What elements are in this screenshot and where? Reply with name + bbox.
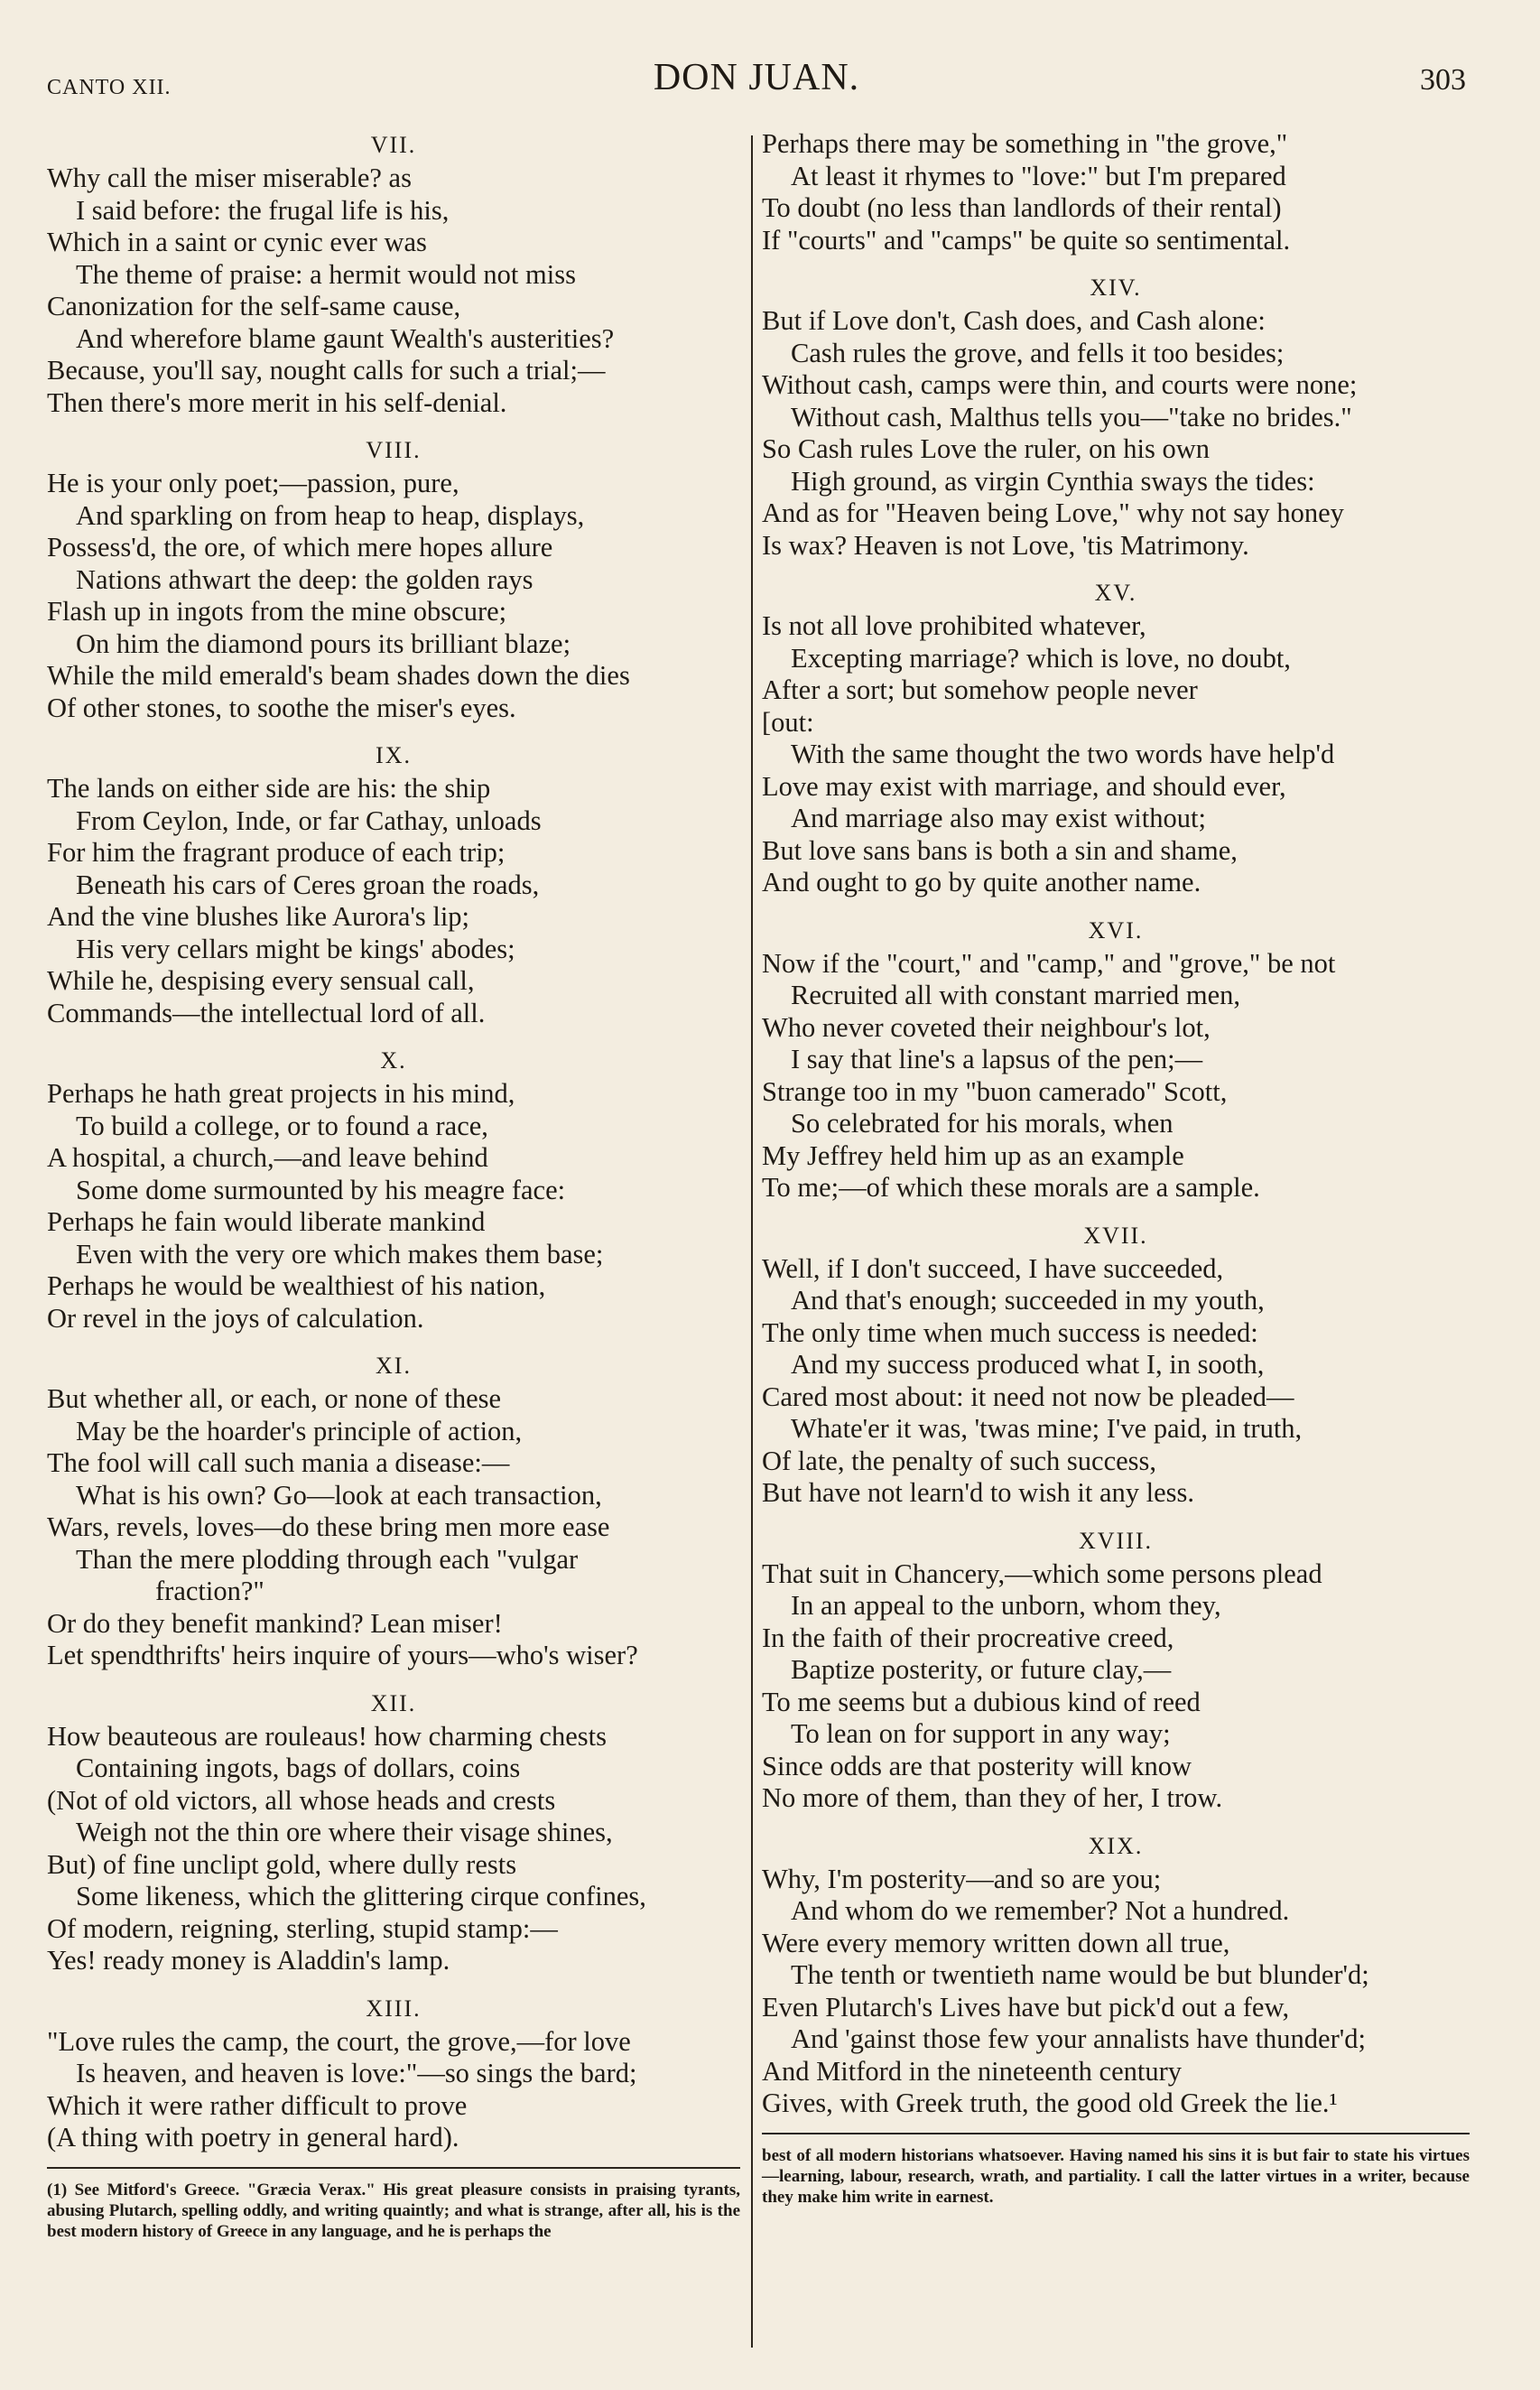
verse-line: Why, I'm posterity—and so are you; (762, 1863, 1162, 1894)
verse-line: Which in a saint or cynic ever was (47, 227, 427, 257)
verse-line: Cash rules the grove, and fells it too besides; (791, 337, 1285, 368)
verse-line: High ground, as virgin Cynthia sways the tides: (791, 465, 1315, 497)
verse-line: How beauteous are rouleaus! how charming chests (47, 1720, 607, 1752)
stanza-number: XII. (370, 1689, 417, 1716)
verse-line: I say that line's a lapsus of the pen;— (791, 1044, 1203, 1074)
canto-label: CANTO XII. (47, 76, 172, 99)
stanza-number: XV. (1094, 580, 1137, 606)
verse-line: But if Love don't, Cash does, and Cash alone: (762, 305, 1266, 336)
book-title: DON JUAN. (653, 57, 860, 98)
running-header (47, 56, 1466, 101)
verse-line: To lean on for support in any way; (791, 1718, 1171, 1749)
verse-line: The lands on either side are his: the ship (47, 773, 491, 804)
stanza-gap (47, 1672, 740, 1687)
verse-line: Wars, revels, loves—do these bring men more ease (47, 1511, 610, 1542)
verse-line: Baptize posterity, or future clay,— (791, 1654, 1172, 1685)
verse-line: Is not all love prohibited whatever, (762, 610, 1146, 641)
stanza-gap (47, 1334, 740, 1349)
stanza-number: XI. (376, 1353, 412, 1379)
verse-line: Commands—the intellectual lord of all. (47, 997, 486, 1028)
verse-line: To me seems but a dubious kind of reed (762, 1686, 1201, 1717)
verse-line: To build a college, or to found a race, (76, 1110, 488, 1141)
stanza-gap (762, 1815, 1470, 1829)
verse-line: May be the hoarder's principle of action, (76, 1415, 523, 1446)
verse-line: And marriage also may exist without; (791, 803, 1206, 833)
verse-line: For him the fragrant produce of each trip; (47, 837, 506, 868)
verse-line: Now if the "court," and "camp," and "grove," be not (762, 947, 1336, 979)
verse-line: Even Plutarch's Lives have but pick'd out a few, (762, 1991, 1290, 2023)
left-column (47, 128, 740, 2242)
footnote-rule (47, 2167, 740, 2169)
footnote-text: best of all modern historians whatsoever. Having named his sins it is but fair to state his virtues—learning, labour, research, wrath, and partiality. I call the latter virtues in a writer, because they make him write in earnest. (762, 2145, 1470, 2207)
verse-line: Beneath his cars of Ceres groan the roads, (76, 869, 540, 900)
verse-line: Excepting marriage? which is love, no doubt, (791, 642, 1291, 674)
verse-line: Even with the very ore which makes them base; (76, 1238, 604, 1269)
verse-line: From Ceylon, Inde, or far Cathay, unloads (76, 804, 542, 836)
verse-line: Well, if I don't succeed, I have succeeded, (762, 1252, 1224, 1284)
verse-line: The tenth or twentieth name would be but blunder'd; (791, 1959, 1369, 1990)
verse-line: Some dome surmounted by his meagre face: (76, 1174, 566, 1205)
verse-line: Because, you'll say, nought calls for such a trial;— (47, 355, 606, 386)
footnote-rule (762, 2133, 1470, 2134)
verse-line: Of other stones, to soothe the miser's eyes. (47, 692, 516, 723)
stanza-number: XVI. (1088, 916, 1144, 944)
stanza-number: VIII. (366, 437, 422, 463)
verse-line: So celebrated for his morals, when (791, 1108, 1174, 1139)
verse-line: The theme of praise: a hermit would not miss (76, 258, 576, 290)
stanza-number: X. (380, 1047, 407, 1074)
verse-line: Perhaps he fain would liberate mankind (47, 1206, 486, 1237)
verse-line: Of late, the penalty of such success, (762, 1445, 1157, 1476)
verse-line: Love may exist with marriage, and should ever, (762, 770, 1286, 802)
verse-line: Weigh not the thin ore where their visage shines, (76, 1817, 613, 1847)
footnote-text: (1) See Mitford's Greece. "Græcia Verax." His great pleasure consists in praising tyrants, abusing Plutarch, spelling oddly, and writing quaintly; and what is strange, after all, his is the best modern history of Greece in any language, and he is perhaps the (47, 2180, 740, 2241)
verse-line: So Cash rules Love the ruler, on his own (762, 433, 1211, 464)
stanza-gap (47, 1977, 740, 1992)
verse-line: Recruited all with constant married men, (791, 980, 1241, 1010)
verse-line: Canonization for the self-same cause, (47, 291, 461, 321)
verse-line: Cared most about: it need not now be pleaded— (762, 1381, 1294, 1412)
stanza-number: XVIII. (1078, 1527, 1154, 1554)
verse-line: The only time when much success is needed: (762, 1316, 1258, 1348)
verse-line: And as for "Heaven being Love," why not say honey (762, 498, 1344, 528)
verse-line: He is your only poet;—passion, pure, (47, 468, 459, 498)
verse-line: The fool will call such mania a disease:— (47, 1447, 510, 1478)
verse-line: But love sans bans is both a sin and shame, (762, 834, 1238, 866)
verse-line: Were every memory written down all true, (762, 1927, 1230, 1958)
verse-line: And ought to go by quite another name. (762, 867, 1201, 897)
verse-line: Why call the miser miserable? as (47, 163, 412, 193)
verse-line: But) of fine unclipt gold, where dully rests (47, 1848, 517, 1880)
verse-line: My Jeffrey held him up as an example (762, 1139, 1184, 1171)
verse-line: But whether all, or each, or none of these (47, 1383, 502, 1414)
verse-line: At least it rhymes to "love:" but I'm prepared (791, 160, 1286, 191)
verse-line: Is wax? Heaven is not Love, 'tis Matrimony. (762, 529, 1249, 561)
stanza-gap (47, 724, 740, 739)
verse-line: Or revel in the joys of calculation. (47, 1302, 424, 1334)
verse-line: Perhaps he hath great projects in his mind, (47, 1078, 515, 1109)
verse-line: And my success produced what I, in sooth, (791, 1349, 1265, 1380)
verse-line: To doubt (no less than landlords of their rental) (762, 192, 1282, 223)
stanza-gap (47, 419, 740, 433)
verse-line: Which it were rather difficult to prove (47, 2089, 468, 2121)
verse-line: I said before: the frugal life is his, (76, 194, 450, 226)
verse-line: Strange too in my "buon camerado" Scott, (762, 1075, 1228, 1107)
verse-line: And wherefore blame gaunt Wealth's austerities? (76, 322, 615, 354)
verse-line: And whom do we remember? Not a hundred. (791, 1895, 1290, 1926)
verse-line: No more of them, than they of her, I trow. (762, 1782, 1223, 1813)
verse-line: Let spendthrifts' heirs inquire of yours—who's wiser? (47, 1640, 638, 1670)
verse-line: fraction?" (155, 1576, 264, 1606)
verse-line: Perhaps he would be wealthiest of his nation, (47, 1270, 546, 1301)
verse-line: A hospital, a church,—and leave behind (47, 1142, 488, 1173)
verse-line: Or do they benefit mankind? Lean miser! (47, 1607, 503, 1639)
verse-line: And the vine blushes like Aurora's lip; (47, 901, 470, 932)
stanza-gap (762, 899, 1470, 914)
verse-line: (Not of old victors, all whose heads and crests (47, 1784, 556, 1816)
verse-line: After a sort; but somehow people never (762, 674, 1198, 705)
verse-line: What is his own? Go—look at each transaction, (76, 1479, 602, 1511)
verse-line: In an appeal to the unborn, whom they, (791, 1590, 1221, 1621)
verse-line: Flash up in ingots from the mine obscure; (47, 596, 507, 627)
verse-line: If "courts" and "camps" be quite so sentimental. (762, 224, 1291, 256)
verse-line: On him the diamond pours its brilliant blaze; (76, 628, 571, 659)
stanza-number: XIV. (1090, 274, 1142, 301)
verse-line: [out: (762, 706, 814, 738)
verse-line: Is heaven, and heaven is love:"—so sings the bard; (76, 2058, 637, 2088)
stanza-number: IX. (376, 742, 412, 768)
verse-line: Who never coveted their neighbour's lot, (762, 1011, 1211, 1043)
stanza-number: VII. (370, 132, 417, 158)
stanza-number: XIX. (1088, 1832, 1144, 1859)
verse-line: His very cellars might be kings' abodes; (76, 933, 515, 964)
verse-line: That suit in Chancery,—which some persons plead (762, 1558, 1322, 1589)
verse-line: And Mitford in the nineteenth century (762, 2055, 1183, 2087)
verse-line: Without cash, camps were thin, and courts were none; (762, 369, 1358, 400)
verse-line: While the mild emerald's beam shades down the dies (47, 660, 630, 691)
stanza-gap (762, 256, 1470, 271)
verse-line: Yes! ready money is Aladdin's lamp. (47, 1945, 450, 1976)
stanza-number: XVII. (1083, 1222, 1148, 1249)
right-column (762, 128, 1470, 2208)
column-divider (751, 135, 753, 2348)
verse-line: Some likeness, which the glittering cirque confines, (76, 1881, 646, 1911)
verse-line: While he, despising every sensual call, (47, 965, 475, 996)
verse-line: In the faith of their procreative creed, (762, 1622, 1174, 1653)
page-number: 303 (1420, 63, 1466, 97)
verse-line: Of modern, reigning, sterling, stupid stamp:— (47, 1912, 558, 1944)
stanza-gap (762, 1510, 1470, 1524)
verse-line: Gives, with Greek truth, the good old Greek the lie.¹ (762, 2088, 1338, 2118)
verse-line: And 'gainst those few your annalists have thunder'd; (791, 2023, 1366, 2054)
verse-line: Then there's more merit in his self-denial. (47, 386, 507, 418)
verse-line: Whate'er it was, 'twas mine; I've paid, in truth, (791, 1413, 1303, 1444)
verse-line: Containing ingots, bags of dollars, coins (76, 1753, 521, 1783)
verse-line: And that's enough; succeeded in my youth, (791, 1285, 1265, 1316)
stanza-gap (762, 562, 1470, 576)
stanza-gap (47, 1029, 740, 1044)
verse-line: (A thing with poetry in general hard). (47, 2122, 459, 2153)
verse-line: And sparkling on from heap to heap, displays, (76, 499, 585, 531)
verse-line: "Love rules the camp, the court, the grove,—for love (47, 2025, 631, 2057)
stanza-number: XIII. (366, 1995, 422, 2022)
verse-line: Since odds are that posterity will know (762, 1750, 1192, 1781)
verse-line: Possess'd, the ore, of which mere hopes allure (47, 532, 553, 563)
verse-line: But have not learn'd to wish it any less. (762, 1477, 1195, 1508)
verse-line: Than the mere plodding through each "vulgar (76, 1543, 579, 1575)
verse-line: To me;—of which these morals are a sample. (762, 1172, 1260, 1203)
verse-line: Perhaps there may be something in "the grove," (762, 128, 1288, 159)
verse-line: Without cash, Malthus tells you—"take no brides." (791, 401, 1352, 432)
verse-line: Nations athwart the deep: the golden rays (76, 563, 533, 595)
stanza-gap (762, 1204, 1470, 1219)
verse-line: With the same thought the two words have help'd (791, 739, 1335, 769)
